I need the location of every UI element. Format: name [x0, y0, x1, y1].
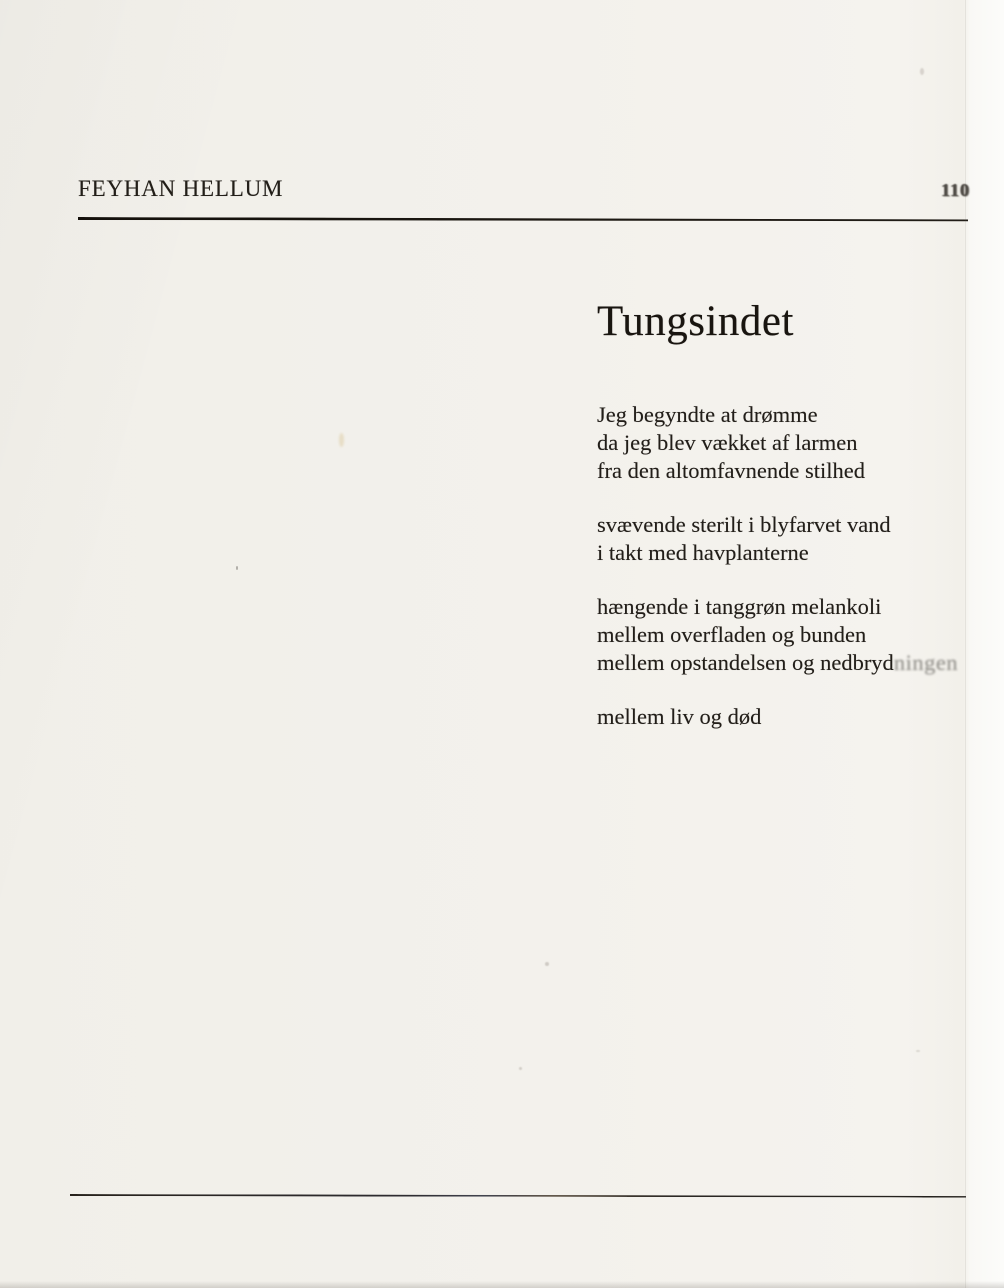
page-edge-crease	[965, 0, 966, 1288]
poem-line-faded-part: ningen	[893, 650, 959, 675]
poem-line-sharp-part: mellem opstandelsen og nedbryd	[597, 650, 894, 675]
poem-line: fra den altomfavnende stilhed	[597, 458, 866, 483]
scan-speck	[519, 1067, 522, 1070]
stanza-1	[597, 401, 958, 485]
scan-speck	[545, 962, 549, 966]
stanza-3	[597, 593, 958, 677]
poem-line: i takt med havplanterne	[597, 540, 809, 565]
scan-bottom-shadow	[0, 1281, 1004, 1288]
poem-line: mellem liv og død	[597, 704, 762, 729]
poem-line: mellem overfladen og bunden	[597, 622, 867, 647]
footer-rule	[70, 1194, 966, 1198]
scan-speck	[339, 433, 344, 447]
stanza-4	[597, 703, 958, 731]
stanza-2	[597, 511, 958, 567]
scan-speck	[916, 1050, 920, 1052]
page-number: 110	[940, 180, 970, 200]
poem-line: hængende i tanggrøn melankoli	[597, 594, 882, 619]
poem-line-faded-end	[597, 649, 958, 677]
header-rule	[78, 217, 968, 222]
poem-line: svævende sterilt i blyfarvet vand	[597, 512, 891, 537]
poem-body	[597, 401, 958, 731]
scan-speck	[920, 68, 924, 75]
poem-line: Jeg begyndte at drømme	[597, 402, 818, 427]
scan-speck	[236, 566, 238, 570]
poem-title: Tungsindet	[597, 298, 794, 345]
poem-line: da jeg blev vækket af larmen	[597, 430, 858, 455]
author-name: FEYHAN HELLUM	[78, 176, 284, 201]
